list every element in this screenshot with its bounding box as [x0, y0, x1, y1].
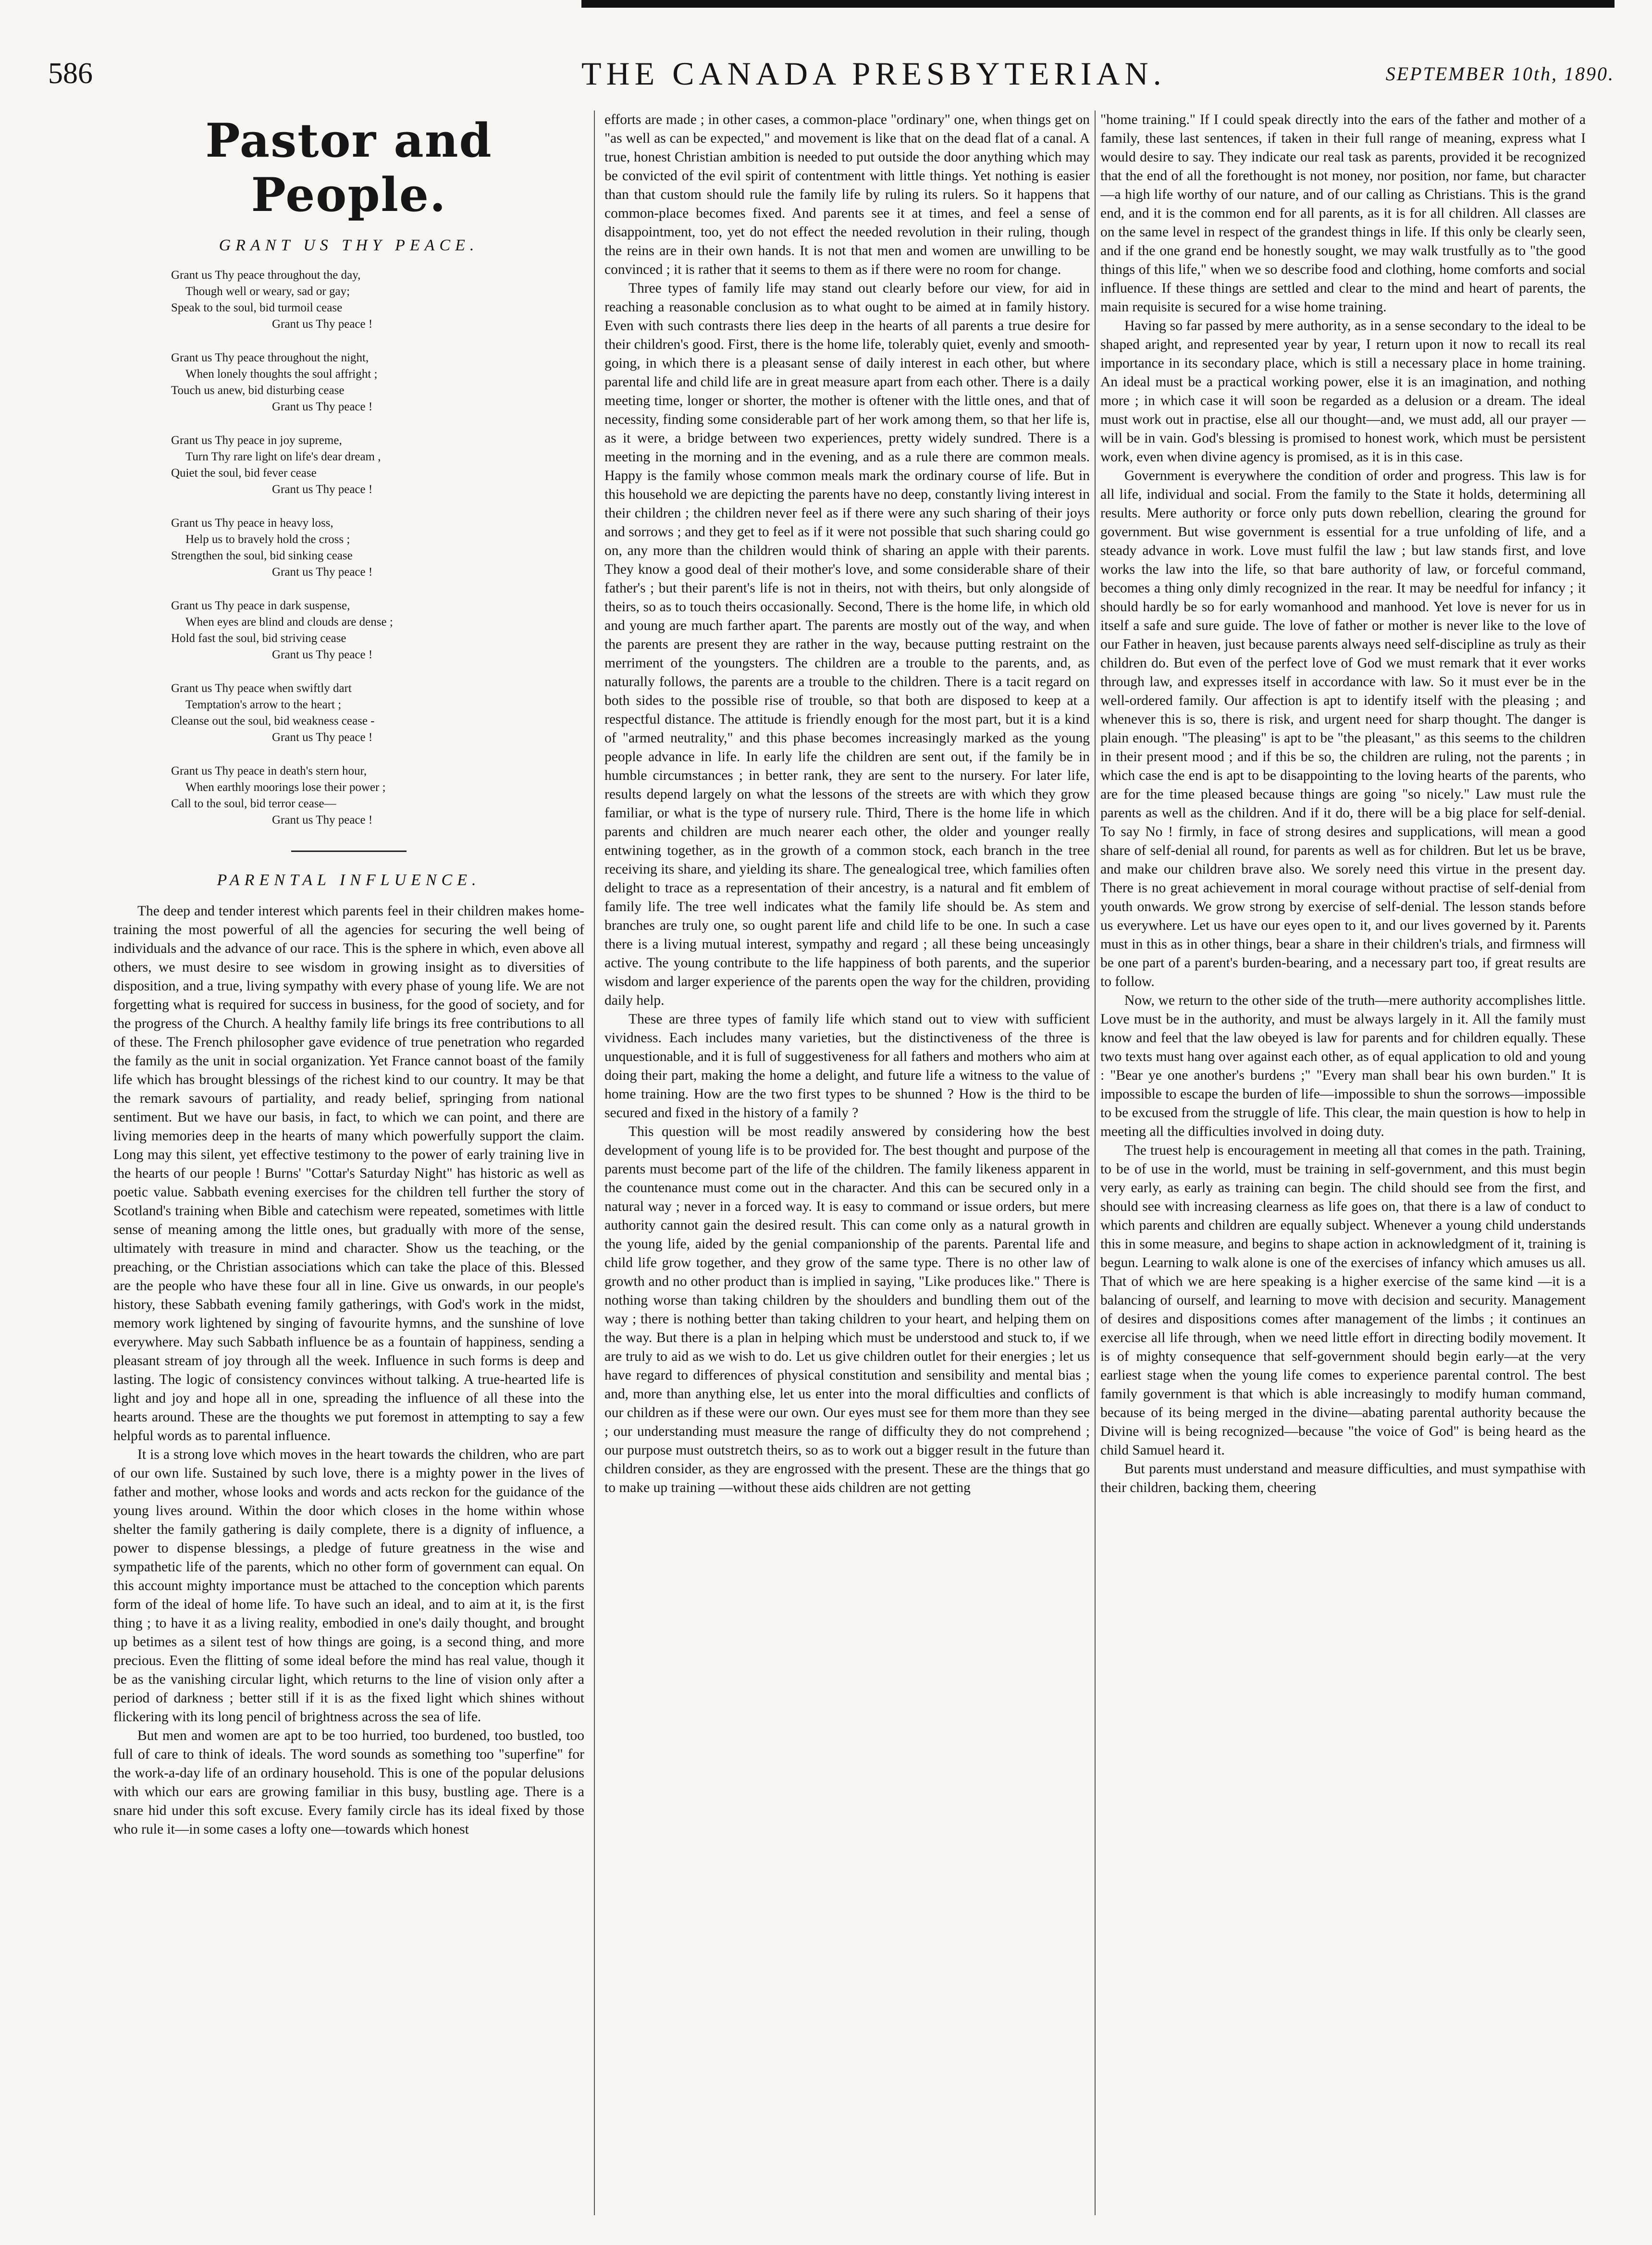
newspaper-title: THE CANADA PRESBYTERIAN. — [581, 55, 1166, 92]
poem-line: Touch us anew, bid disturbing cease — [171, 384, 345, 397]
section-title: Pastor and People. — [205, 113, 493, 222]
column-2 — [604, 111, 1090, 2215]
article-paragraph: Now, we return to the other side of the truth—mere authority accomplishes little. Love must be in the authority, and must be always largely in it. All the family must know and feel that the law obeyed is law for parents and for children equally. These two texts must hang over against each other, as of equal application to old and young : "Bear ye one another's burdens ;" "Every man shall bear his own burden." It is impossible to escape the burden of life—impossible to shun the sorrows—impossible to be excused from the struggle of life. This clear, the main question is how to help in meeting all the difficulties involved in doing duty. — [1100, 993, 1586, 1139]
top-rule — [581, 0, 1615, 8]
article-paragraph: efforts are made ; in other cases, a common-place "ordinary" one, when things get on "as well as can be expected," and movement is like that on the dead flat of a canal. A true, honest Christian ambition is needed to put outside the door anything which may be convicted of the evil spirit of contentment with little things. Yet nothing is easier than that custom should rule the family life by ruling its rulers. So it happens that common-place becomes fixed. And parents see it at times, and feel a sense of disappointment, too, yet do not effect the needed revolution in their ruling, though the reins are in their own hands. It is not that men and women are unwilling to be convinced ; it is rather that it seems to them as if there were no room for change. — [604, 112, 1090, 277]
page-number: 586 — [48, 57, 93, 90]
article-paragraph: Three types of family life may stand out clearly before our view, for aid in reaching a reasonable conclusion as to what ought to be aimed at in family history. Even with such contrasts there lies deep in the hearts of all parents a true desire for their children's good. First, there is the home life, tolerably quiet, evenly and smooth-going, in which there is a pleasant sense of daily interest in each other, but where parental life and child life are in great measure apart from each other. There is a daily meeting time, longer or shorter, the mother is oftener with the little ones, and that of necessity, finding some considerable part of her work among them, so that her life is, as it were, a bridge between two experiences, pretty widely sundred. There is a meeting in the morning and in the evening, and as a rule there are common meals. Happy is the family whose common meals mark the ordinary course of life. But in this household we are depicting the parents have no deep, constantly living interest in their children ; the children never feel as if there were any such sharing of their joys and sorrows ; and they get to feel as if it were not possible that such sharing could go on, any more than the children would think of sharing an apple with their parents. They know a good deal of their mother's love, and some considerable share of their father's ; but their parent's life is not in theirs, not with theirs, but only alongside of theirs, so as to touch theirs occasionally. Second, There is the home life, in which old and young are much farther apart. The parents are mostly out of the way, and when the parents are present they are rather in the way, because putting restraint on the merriment of the youngsters. The children are a trouble to the parents, and, as naturally follows, the parents are a trouble to the children. There is a tacit regard on both sides to the possible rise of trouble, so that both are disposed to keep at a respectful distance. The attitude is friendly enough for the most part, but it is a kind of "armed neutrality," and this phase becomes increasingly marked as the young people advance in life. In early life the children are sent out, if the family be in humble circumstances ; in better rank, they are sent to the nursery. For later life, results depend largely on what the lessons of the streets are with which they grow familiar, or what is the type of nursery rule. Third, There is the home life in which parents and children are much nearer each other, the older and younger really entwining together, as in the growth of a common stock, each branch in the tree receiving its share, and yielding its share. The genealogical tree, which families often delight to trace as a representation of their ancestry, is a natural and fit emblem of family life. The tree well indicates what the family life should be. As stem and branches are truly one, so ought parent life and child life to be one. In such a case there is a living mutual interest, sympathy and regard ; all these being unceasingly active. The young contribute to the life happiness of both parents, and the superior wisdom and larger experience of the parents open the way for the children, providing daily help. — [604, 281, 1090, 1008]
poem-line: When lonely thoughts the soul affright ; — [185, 368, 378, 381]
poem-line: Grant us Thy peace ! — [272, 566, 373, 579]
poem-line: Speak to the soul, bid turmoil cease — [171, 301, 343, 314]
column-1 — [113, 111, 584, 2215]
article-paragraph: The truest help is encouragement in meeting all that comes in the path. Training, to be of use in the world, must be training in self-government, and this must begin very early, as early as training can begin. The child should see from the first, and should see with increasing clearness as life goes on, that there is a law of conduct to which parents and children are equally subject. Whenever a young child understands this in some measure, and begins to shape action in acknowledgment of it, training is begun. Learning to walk alone is one of the exercises of infancy which amuses us all. That of which we are here speaking is a higher exercise of the same kind —it is a balancing of ourself, and learning to move with decision and security. Management of desires and dispositions comes after management of the limbs ; it continues an exercise all life through, when we need little effort in directing bodily movement. It is of mighty consequence that self-government should begin early—at the very earliest stage when the young life comes to experience parental control. The best family government is that which is able increasingly to modify human command, because of its being merged in the divine—abating parental authority because the Divine will is being recognized—because "the voice of God" is being heard as the child Samuel heard it. — [1100, 1143, 1586, 1458]
article-body-col3 — [1100, 111, 1586, 1497]
poem-line: Cleanse out the soul, bid weakness cease - — [171, 715, 375, 728]
column-rule — [1095, 111, 1096, 2215]
poem-line: Grant us Thy peace ! — [272, 731, 373, 744]
poem-line: Help us to bravely hold the cross ; — [185, 533, 350, 546]
article-body-col2 — [604, 111, 1090, 1497]
divider — [291, 851, 407, 852]
article-paragraph: Having so far passed by mere authority, as in a sense secondary to the ideal to be shaped aright, and represented year by year, I return upon it now to recall its real importance in its secondary place, which is still a necessary place in home training. An ideal must be a practical working power, else it is an imagination, and nothing more ; in which case it will soon be regarded as a delusion or a dream. The ideal must work out in practise, else all our thought—and, we must add, all our prayer —will be in vain. God's blessing is promised to honest work, which must be persistent work, even when divine agency is promised, as it is in this case. — [1100, 318, 1586, 465]
column-rule — [594, 111, 595, 2215]
poem-line: Grant us Thy peace ! — [272, 483, 373, 496]
poem-line: Temptation's arrow to the heart ; — [185, 698, 342, 711]
article-paragraph: Government is everywhere the condition of order and progress. This law is for all life, individual and social. From the family to the State it holds, determining all results. Mere authority or force only puts down rebellion, clearing the ground for government. But wise government is essential for a true unfolding of life, and a steady advance in work. Love must fulfil the law ; but law stands first, and love works the law into the life, so that bare authority of law, or forceful command, becomes a thing only dimly recognized in the rear. It may be needful for infancy ; it should hardly be so for early womanhood and manhood. Yet love is never for us in itself a safe and sure guide. The love of father or mother is never like to the love of our Father in heaven, just because parents always need self-discipline as truly as their children do. But even of the perfect love of God we must remark that it ever works through law, and expresses itself in accordance with law. So it must ever be in the well-ordered family. Our affection is apt to identify itself with the pleasing ; and whenever this is so, there is risk, and urgent need for sharp thought. The danger is plain enough. "The pleasing" is apt to be "the pleasant," as this seems to the children in their present mood ; and if this be so, the children are ruling, not the parents ; in which case the end is apt to be disappointing to the loving hearts of the parents, who are for the time pleased because things are going "so nicely." Law must rule the parents as well as the children. And if it do, there will be a big place for self-denial. To say No ! firmly, in face of strong desires and supplications, will mean a good share of self-denial all round, for parents as well as for children. But let us be brave, and make our children brave also. We sorely need this virtue in the present day. There is no great achievement in moral courage without practise of self-denial from youth onwards. We grow strong by exercise of self-denial. The lesson stands before us everywhere. Let us have our eyes open to it, and our lives governed by it. Parents must in this as in other things, bear a share in their children's trials, and firmness will be one part of a parent's burden-bearing, and a necessary part too, if great results are to follow. — [1100, 468, 1586, 989]
poem-line: Call to the soul, bid terror cease— — [171, 797, 336, 810]
poem-stanza — [171, 267, 584, 333]
article-paragraph: But men and women are apt to be too hurried, too burdened, too bustled, too full of care to think of ideals. The word sounds as something too "superfine" for the work-a-day life of an ordinary household. This is one of the popular delusions with which our ears are growing familiar in this busy, bustling age. There is a snare hid under this soft excuse. Every family circle has its ideal fixed by those who rule it—in some cases a lofty one—towards which honest — [113, 1728, 584, 1837]
poem-title: GRANT US THY PEACE. — [219, 236, 479, 254]
article-paragraph: The deep and tender interest which parents feel in their children makes home-training the most powerful of all the agencies for securing the well being of individuals and the advance of our race. This is the sphere in which, even above all others, we must desire to see wisdom in growing insight as to diversities of disposition, and a true, living sympathy with every phase of young life. We are not forgetting what is required for success in business, for the good of society, and for the progress of the Church. A healthy family life brings its free contributions to all of these. The French philosopher gave evidence of true penetration who regarded the family as the unit in social organization. Yet France cannot boast of the family life which has brought blessings of the richest kind to our country. It may be that the remark savours of partiality, and ready belief, springing from national sentiment. But we have our basis, in fact, to which we can point, and there are living memories deep in the hearts of many which powerfully support the claim. Long may this silent, yet effective testimony to the power of early training live in the hearts of our people ! Burns' "Cottar's Saturday Night" has historic as well as poetic value. Sabbath evening exercises for the children tell further the story of Scotland's training when Bible and catechism were repeated, sometimes with little sense of meaning among the little ones, but gradually with more of the sense, ultimately with treasure in mind and character. Show us the teaching, or the preaching, or the Christian associations which can take the place of this. Blessed are the people who have these four all in line. Give us onwards, in our people's history, these Sabbath evening family gatherings, with God's work in the midst, memory work lightened by singing of favourite hymns, and the sunshine of love everywhere. May such Sabbath influence be as a fountain of happiness, sending a pleasant stream of joy through all the week. Influence in such forms is deep and lasting. The logic of consistency convinces without talking. A true-hearted life is light and joy and hope all in one, spreading the influence of all these into the hearts around. These are the thoughts we put foremost in attempting to say a few helpful words as to parental influence. — [113, 903, 584, 1443]
article-paragraph: This question will be most readily answered by considering how the best development of young life is to be provided for. The best thought and purpose of the parents must become part of the life of the children. The family likeness apparent in the countenance must come out in the character. And this can be secured only in a natural way ; never in a forced way. It is easy to command or issue orders, but mere authority cannot gain the desired result. This can come only as a natural growth in the young life, aided by the genial companionship of the parents. Parental life and child life grow together, and they grow of the same type. There is no other law of growth and no other product than is implied in saying, "Like produces like." There is nothing worse than taking children by the shoulders and bundling them out of the way ; there is nothing better than taking children to your heart, and helping them on the way. But there is a plan in helping which must be understood and stuck to, if we are truly to aid as we wish to do. Let us give children outlet for their energies ; let us have regard to differences of physical constitution and sensibility and mental bias ; and, more than anything else, let us enter into the moral difficulties and conflicts of our children as if these were our own. Our eyes must see for them more than they see ; our understanding must measure the range of difficulty they do not comprehend ; our purpose must outstretch theirs, so as to work out a bigger result in the future than children consider, as they are engrossed with the present. These are the things that go to make up training —without these aids children are not getting — [604, 1124, 1090, 1495]
page-header — [48, 48, 1615, 91]
poem-stanza — [171, 515, 584, 580]
poem-line: Strengthen the soul, bid sinking cease — [171, 549, 353, 562]
article-paragraph: But parents must understand and measure difficulties, and must sympathise with their children, backing them, cheering — [1100, 1461, 1586, 1495]
poem-line: Though well or weary, sad or gay; — [185, 285, 350, 298]
poem-line: Grant us Thy peace ! — [272, 318, 373, 331]
poem-line: Grant us Thy peace when swiftly dart — [171, 682, 352, 695]
issue-date: SEPTEMBER 10th, 1890. — [1385, 63, 1615, 85]
poem-line: Grant us Thy peace in heavy loss, — [171, 517, 333, 530]
poem-stanza — [171, 680, 584, 746]
poem — [171, 267, 584, 828]
article-paragraph: These are three types of family life which stand out to view with sufficient vividness. Each includes many varieties, but the distinctiveness of the three is unquestionable, and it is full of suggestiveness for all fathers and mothers who aim at doing their part, making the home a delight, and future life a witness to the value of home training. How are the two first types to be shunned ? How is the third to be secured and fixed in the history of a family ? — [604, 1011, 1090, 1121]
article-body-col1 — [113, 902, 584, 1839]
poem-line: Grant us Thy peace ! — [272, 814, 373, 826]
poem-line: Turn Thy rare light on life's dear dream , — [185, 450, 381, 463]
poem-line: When earthly moorings lose their power ; — [185, 781, 386, 794]
poem-stanza — [171, 432, 584, 498]
poem-stanza — [171, 350, 584, 415]
poem-line: Hold fast the soul, bid striving cease — [171, 632, 346, 645]
poem-stanza — [171, 598, 584, 663]
article-paragraph: It is a strong love which moves in the heart towards the children, who are part of our own life. Sustained by such love, there is a mighty power in the lives of father and mother, whose looks and words and acts reckon for the guidance of the young lives around. Within the door which closes in the home within whose shelter the family gathering is daily complete, there is a dignity of influence, a power to dispense blessings, a pledge of future greatness in the wise and sympathetic life of the parents, which no other form of government can equal. On this account mighty importance must be attached to the conception which parents form of the ideal of home life. To have such an ideal, and to aim at it, is the first thing ; to have it as a living reality, embodied in one's daily thought, and brought up betimes as a silent test of how things are going, is a second thing, and more precious. Even the flitting of some ideal before the mind has real value, though it be as the vanishing circular light, which returns to the line of vision only after a period of darkness ; better still if it is as the fixed light which shines without flickering with its long pencil of brightness across the sea of life. — [113, 1447, 584, 1725]
poem-line: Grant us Thy peace ! — [272, 400, 373, 413]
poem-stanza — [171, 763, 584, 828]
article-paragraph: "home training." If I could speak directly into the ears of the father and mother of a family, these last sentences, if taken in their full range of meaning, express what I would desire to say. They indicate our real task as parents, provided it be recognized that the end of all the forethought is not money, nor position, nor fame, but character—a high life worthy of our nature, and of our calling as Christians. This is the grand end, and it is the common end for all parents, as it is for all children. All classes are on the same level in respect of the grandest things in life. If this only be clearly seen, and if the one grand end be honestly sought, we may walk trustfully as to "the good things of this life," when we so describe food and clothing, home comforts and social influence. If these things are settled and clear to the mind and heart of parents, the main requisite is secured for a wise home training. — [1100, 112, 1586, 315]
poem-line: Grant us Thy peace in joy supreme, — [171, 434, 342, 447]
poem-line: Grant us Thy peace in dark suspense, — [171, 599, 350, 612]
poem-line: Quiet the soul, bid fever cease — [171, 467, 317, 480]
article-title: PARENTAL INFLUENCE. — [217, 871, 481, 889]
poem-line: Grant us Thy peace ! — [272, 648, 373, 661]
poem-line: Grant us Thy peace throughout the day, — [171, 269, 361, 282]
column-3 — [1100, 111, 1586, 2215]
poem-line: When eyes are blind and clouds are dense ; — [185, 616, 393, 629]
poem-line: Grant us Thy peace in death's stern hour, — [171, 765, 367, 777]
poem-line: Grant us Thy peace throughout the night, — [171, 351, 369, 364]
